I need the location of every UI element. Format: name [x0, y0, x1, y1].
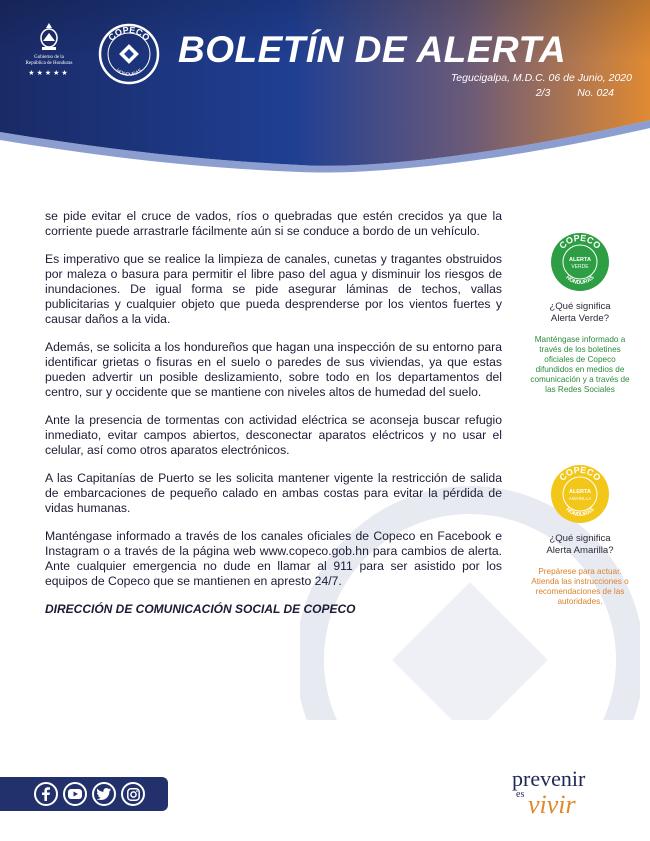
youtube-icon[interactable]: [63, 782, 87, 806]
page-number: 2/3: [535, 87, 551, 99]
yellow-question: [525, 533, 635, 557]
paragraph-3: Además, se solicita a los hondureños que hagan una inspección de su entorno para identificar grietas o fisuras en el suelo o paredes de sus viviendas, ya que estas pueden advertir un posible deslizamiento, sobre todo en los departamentos del centro, sur y occidente que se mantiene con niveles altos de humedad del suelo.: [45, 340, 502, 399]
green-seal-mid1: ALERTA: [569, 257, 591, 263]
yellow-alert-seal: [550, 464, 610, 524]
green-alert-seal: [550, 232, 610, 292]
paragraph-2: Es imperativo que se realice la limpieza de canales, cunetas y tragantes obstruidos por maleza o basura para permitir el libre paso del agua y disminuir los riesgos de inundaciones. De igual forma se pide asegurar láminas de techos, vallas publicitarias y cualquier objeto que pueda desprenderse por los vientos fuertes y causar daños a la vida.: [45, 252, 502, 326]
twitter-icon[interactable]: [92, 782, 116, 806]
green-seal-bottom-text: HONDURAS: [564, 274, 596, 287]
copeco-logo-bottom-text: HONDURAS: [114, 67, 144, 79]
yellow-seal-mid2: AMARILLA: [568, 496, 592, 501]
header-banner: [0, 0, 650, 178]
green-question: [525, 301, 635, 325]
government-emblem: [16, 22, 82, 77]
bulletin-body: [45, 209, 502, 616]
paragraph-4: Ante la presencia de tormentas con actividad eléctrica se aconseja buscar refugio inmediato, evitar campos abiertos, desconectar aparatos eléctricos y no usar el celular, así como otros aparatos electrónicos.: [45, 413, 502, 457]
green-question-line2: Alerta Verde?: [550, 313, 610, 324]
bulletin-number: No. 024: [577, 87, 614, 99]
yellow-description: Prepárese para actuar. Atienda las instrucciones o recomendaciones de las autoridades.: [531, 567, 629, 606]
yellow-seal-mid1: ALERTA: [569, 489, 591, 495]
honduras-shield-icon: [38, 22, 60, 52]
dateline: Tegucigalpa, M.D.C. 06 de Junio, 2020: [450, 72, 632, 84]
green-alert-info: [525, 232, 635, 395]
paragraph-1: se pide evitar el cruce de vados, ríos o quebradas que estén crecidos ya que la corriente puede arrastrarle fácilmente aún si se conduce a bordo de un vehículo.: [45, 209, 502, 238]
page-title: BOLETÍN DE ALERTA: [178, 29, 567, 70]
yellow-seal-top-text: COPECO: [557, 464, 603, 483]
stars-icon: ★★★★★: [28, 70, 70, 77]
green-seal-mid2: VERDE: [571, 264, 589, 270]
yellow-question-line1: ¿Qué significa: [549, 533, 611, 544]
green-seal-top-text: COPECO: [557, 232, 603, 251]
signature: DIRECCIÓN DE COMUNICACIÓN SOCIAL DE COPECO: [45, 602, 356, 616]
footer: [0, 720, 650, 841]
svg-text:COPECO: [106, 25, 151, 43]
green-question-line1: ¿Qué significa: [549, 301, 611, 312]
page-info: [536, 87, 614, 99]
slogan-prevenir: prevenir: [512, 766, 586, 791]
slogan-es: es: [516, 789, 525, 800]
facebook-icon[interactable]: [34, 782, 58, 806]
government-name-line1: Gobierno de la: [34, 55, 64, 60]
copeco-logo-top-text: COPECO: [106, 24, 152, 43]
svg-text:HONDURAS: [115, 67, 144, 78]
slogan-vivir: vivir: [528, 790, 576, 819]
instagram-icon[interactable]: [121, 782, 145, 806]
yellow-alert-info: [525, 464, 635, 607]
slogan: [512, 766, 612, 819]
social-media-bar: [0, 777, 168, 811]
paragraph-6: Manténgase informado a través de los canales oficiales de Copeco en Facebook e Instagram o a través de la página web www.copeco.gob.hn para cambios de alerta. Ante cualquier emergencia no dude en llamar al 911 para ser asistido por los equipos de Copeco que se mantienen en apresto 24/7.: [45, 529, 502, 588]
copeco-logo: [98, 23, 160, 85]
yellow-seal-bottom-text: HONDURAS: [564, 506, 596, 519]
yellow-question-line2: Alerta Amarilla?: [546, 545, 614, 556]
paragraph-5: A las Capitanías de Puerto se les solicita mantener vigente la restricción de salida de embarcaciones de pequeño calado en ambas costas para evitar la pérdida de vidas humanas.: [45, 471, 502, 515]
green-description: Manténgase informado a través de los boletines oficiales de Copeco difundidos en medios de comunicación y a través de las Redes Sociales: [530, 335, 630, 394]
government-name-line2: República de Honduras: [25, 61, 73, 66]
